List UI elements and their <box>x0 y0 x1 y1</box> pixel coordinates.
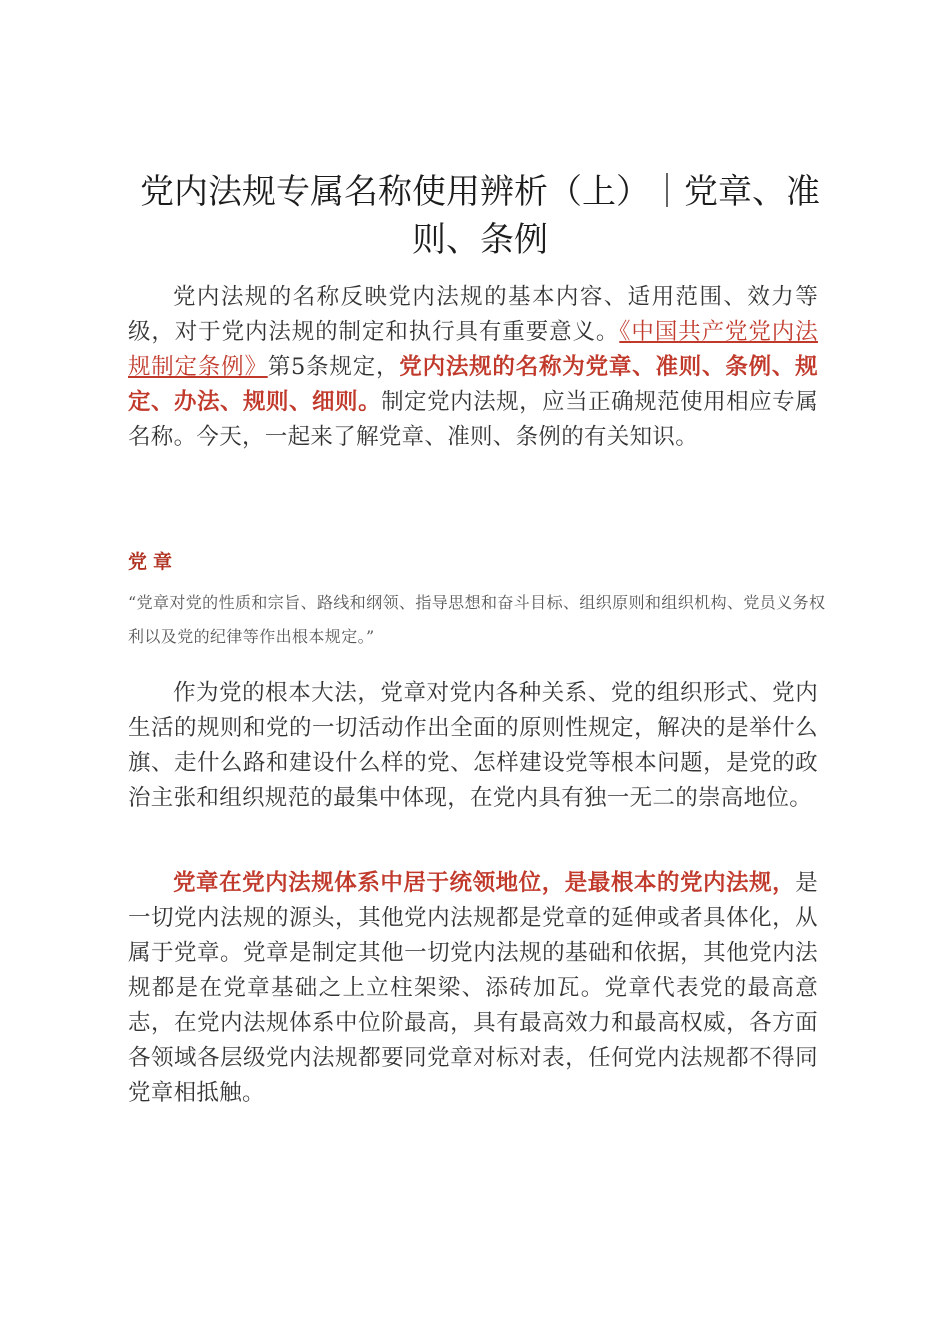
section-quote: “党章对党的性质和宗旨、路线和纲领、指导思想和奋斗目标、组织原则和组织机构、党员义务权利以及党的纪律等作出根本规定。” <box>128 593 826 646</box>
intro-text-after: 制定党内法规，应当正确规范使用相应专属名称。今天，一起来了解党章、准则、条例的有关知识。 <box>128 389 818 450</box>
intro-text-before: 党内法规的名称反映党内法规的基本内容、适用范围、效力等级，对于党内法规的制定和执行具有重要意义。 <box>128 284 818 345</box>
intro-text-middle: 第5条规定， <box>267 354 400 380</box>
para2-rest: 是一切党内法规的源头，其他党内法规都是党章的延伸或者具体化，从属于党章。党章是制定其他一切党内法规的基础和依据，其他党内法规都是在党章基础之上立柱架梁、添砖加瓦。党章代表党的最高意志，在党内法规体系中位阶最高，具有最高效力和最高权威，各方面各领域各层级党内法规都要同党章对标对表，任何党内法规都不得同党章相抵触。 <box>128 870 818 1106</box>
para2-highlight: 党章在党内法规体系中居于统领地位，是最根本的党内法规， <box>173 870 796 896</box>
section-paragraph-2 <box>128 866 818 1111</box>
page-title: 党内法规专属名称使用辨析（上）｜党章、准则、条例 <box>140 172 820 260</box>
intro-paragraph <box>128 280 818 455</box>
regulation-link[interactable]: 《中国共产党党内法规制定条例》 <box>128 319 818 380</box>
intro-highlight: 党内法规的名称为党章、准则、条例、规定、办法、规则、细则。 <box>128 354 818 415</box>
section-paragraph-1: 作为党的根本大法，党章对党内各种关系、党的组织形式、党内生活的规则和党的一切活动作出全面的原则性规定，解决的是举什么旗、走什么路和建设什么样的党、怎样建设党等根本问题，是党的政治主张和组织规范的最集中体现，在党内具有独一无二的崇高地位。 <box>128 680 818 811</box>
section-heading: 党章 <box>128 551 179 573</box>
